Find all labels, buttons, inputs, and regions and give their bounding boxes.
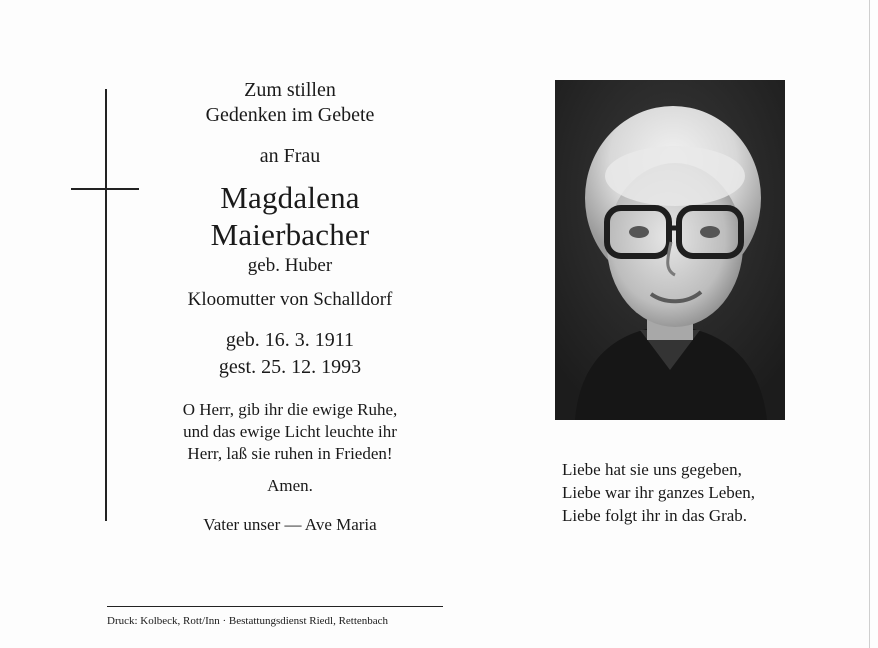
role-title: Kloomutter von Schalldorf [187,289,393,310]
printer-credit: Druck: Kolbeck, Rott/Inn · Bestattungsdienst Riedl, Rettenbach [107,615,389,627]
portrait-photo [555,80,785,420]
cross-vertical-bar [105,89,107,521]
card-edge [869,0,870,648]
memorial-text-column [150,78,430,536]
life-dates [150,327,430,381]
deceased-name [150,179,430,253]
first-name: Magdalena [220,180,360,215]
closing-prayers: Vater unser — Ave Maria [203,515,377,534]
intro-line-2: Gedenken im Gebete [205,104,375,126]
intro-line-1: Zum stillen [244,79,336,101]
cross-horizontal-bar [71,188,139,190]
portrait-illustration [555,80,785,420]
amen: Amen. [267,476,313,495]
verse-line-2: Liebe war ihr ganzes Leben, [562,483,756,502]
verse-line-3: Liebe folgt ihr in das Grab. [562,506,748,525]
prayer-line-1: O Herr, gib ihr die ewige Ruhe, [182,400,398,419]
footer-rule [107,606,443,607]
maiden-name: geb. Huber [247,255,333,276]
last-name: Maierbacher [210,217,370,252]
verse-line-1: Liebe hat sie uns gegeben, [562,460,742,479]
salutation: an Frau [259,145,321,167]
death-date: gest. 25. 12. 1993 [218,356,362,378]
verse [562,458,822,527]
birth-date: geb. 16. 3. 1911 [225,329,355,351]
prayer-line-2: und das ewige Licht leuchte ihr [183,422,397,441]
prayer-line-3: Herr, laß sie ruhen in Frieden! [187,444,393,463]
prayer [150,399,430,465]
